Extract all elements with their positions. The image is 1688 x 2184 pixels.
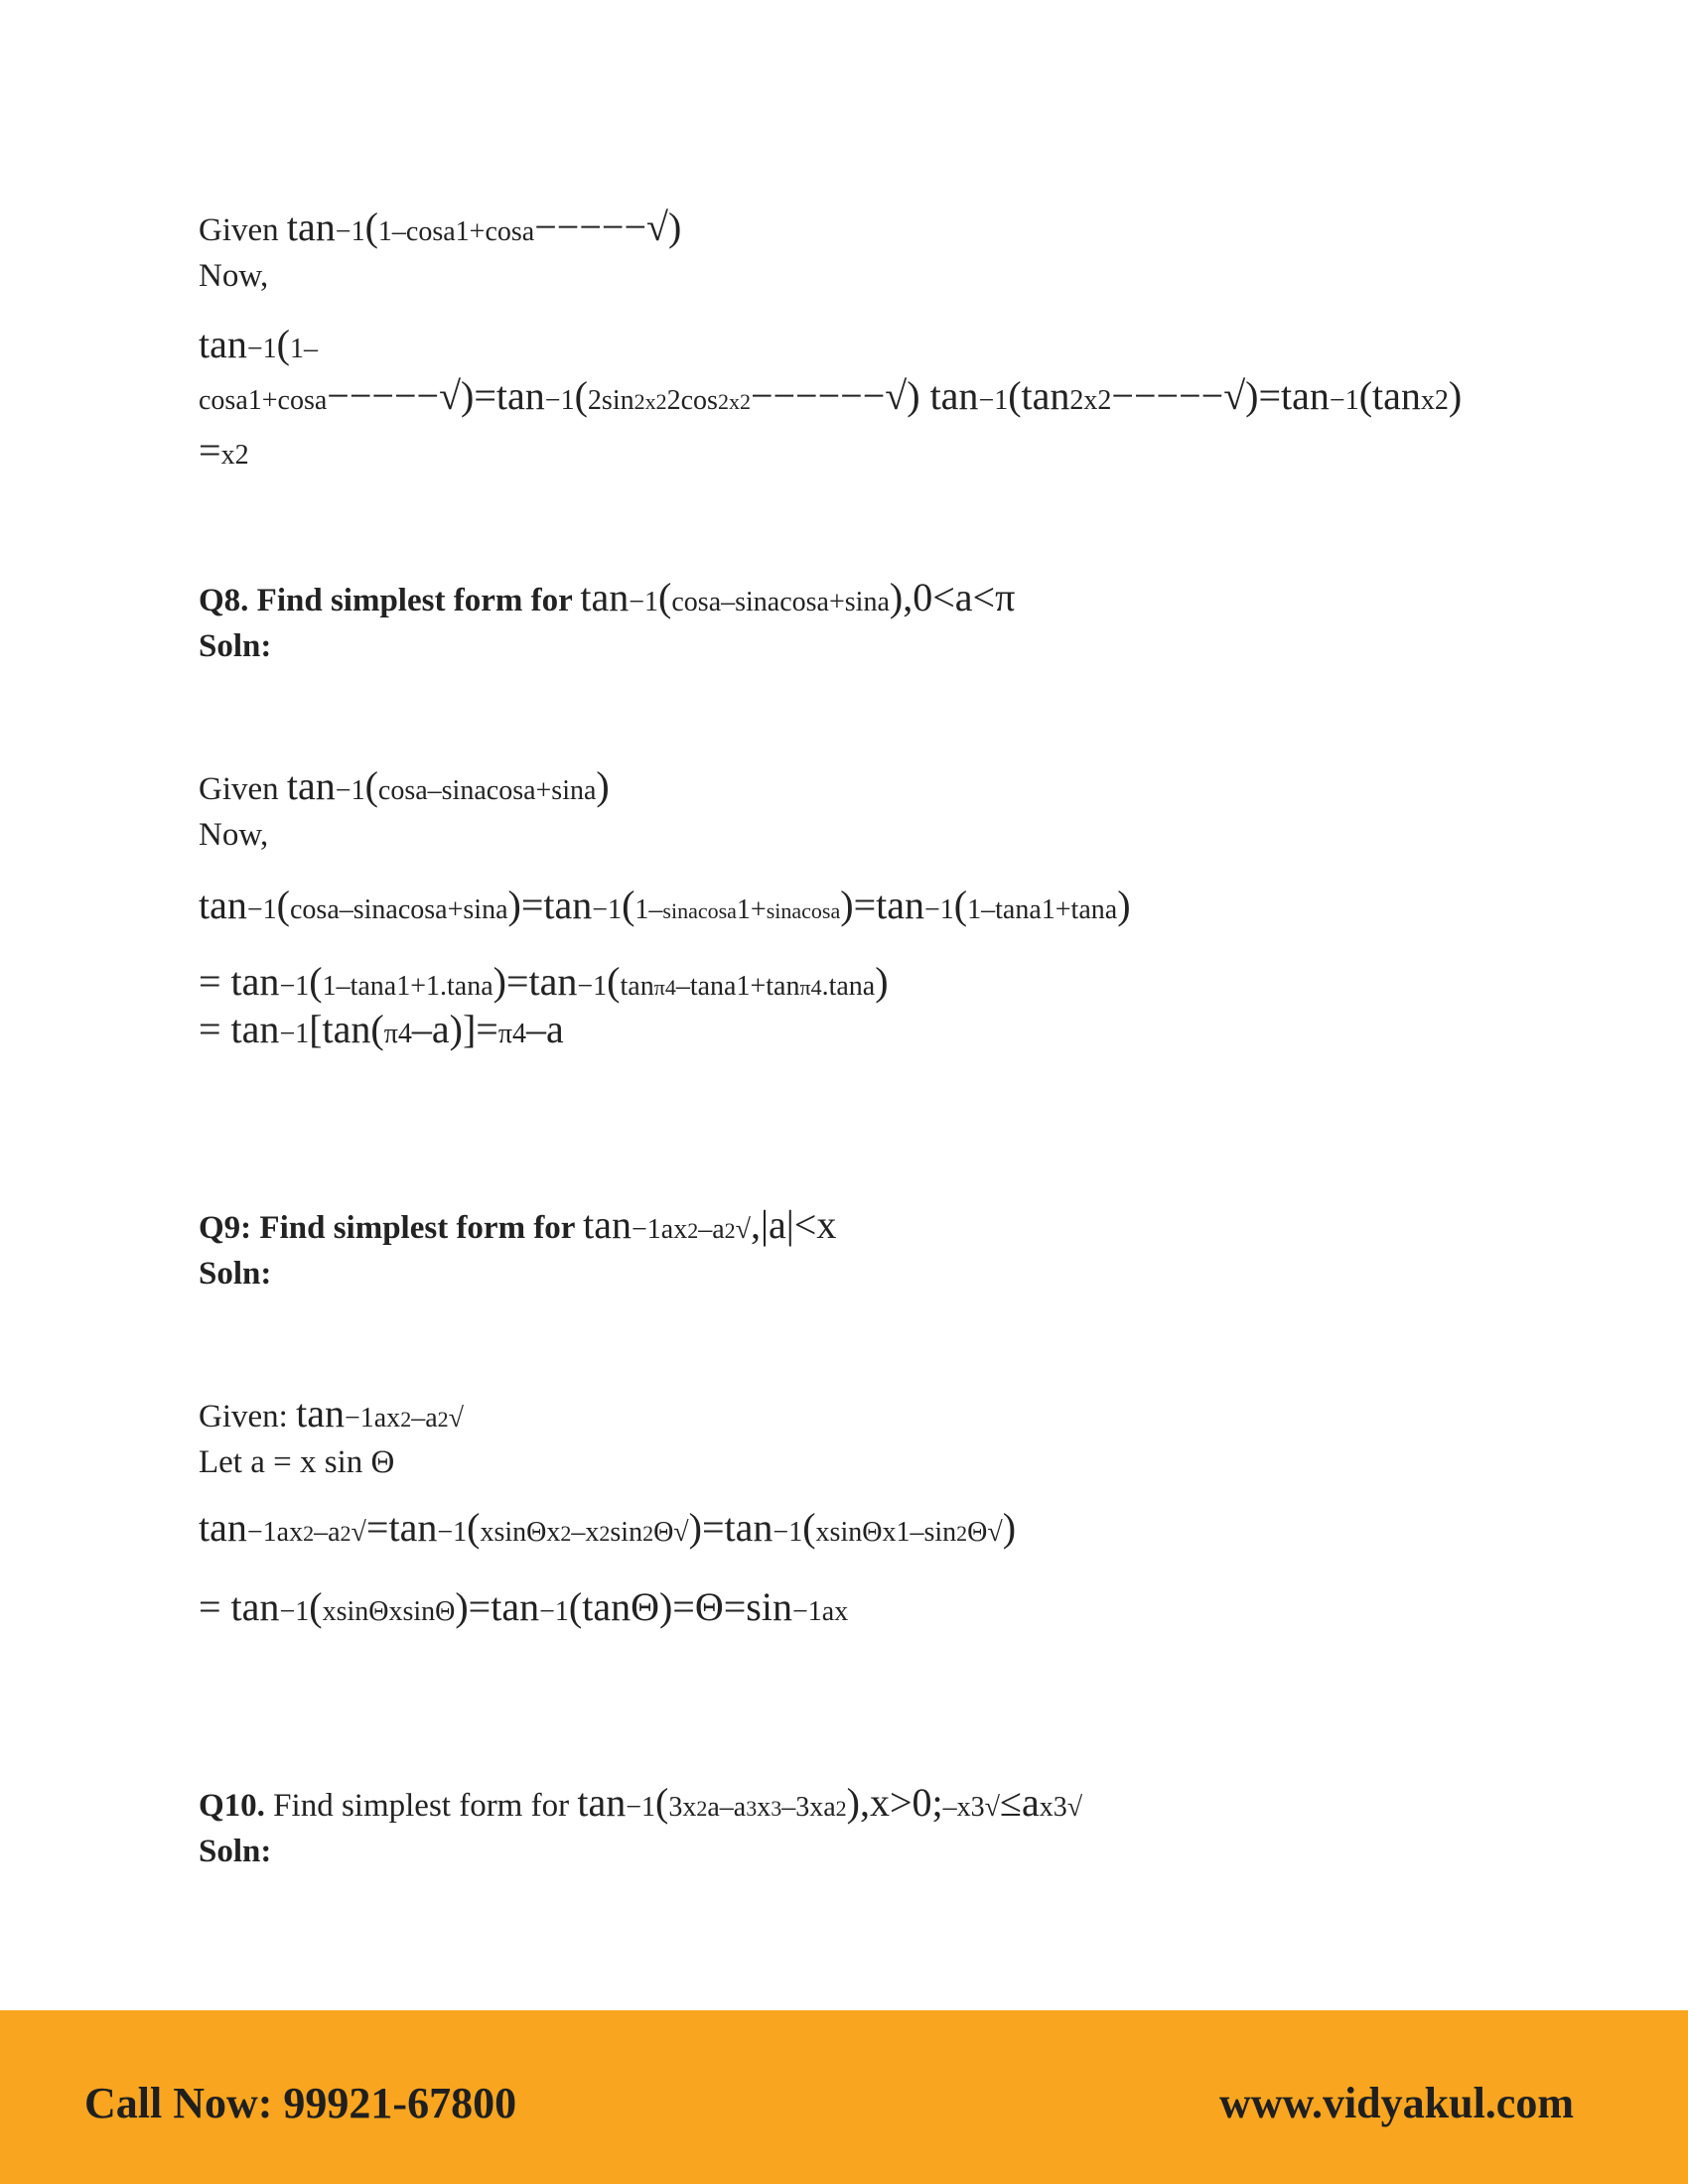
given-expression: [286, 205, 682, 249]
question-number: Q10.: [199, 1788, 265, 1824]
now-label-q8: Now,: [199, 817, 269, 853]
math-run: (: [622, 883, 635, 927]
math-run: −1: [335, 775, 365, 806]
math-run: tan: [199, 322, 247, 366]
math-run: 2: [956, 1521, 968, 1546]
math-run: =: [199, 428, 221, 473]
math-run: ): [1002, 1505, 1017, 1550]
math-run: (: [574, 373, 588, 418]
soln-label-q10: Soln:: [199, 1834, 272, 1869]
math-run: = tan: [199, 959, 280, 1004]
math-run: 1+: [736, 894, 767, 925]
math-run: −1: [924, 894, 954, 925]
derivation-line-1a: [199, 321, 318, 367]
given-expression: [296, 1391, 464, 1435]
math-run: 2: [599, 1521, 611, 1546]
math-run: x2: [1420, 385, 1449, 416]
math-run: )=tan: [492, 959, 578, 1004]
math-run: −1: [626, 1792, 655, 1823]
soln-label-q8: Soln:: [199, 628, 272, 664]
math-run: Θ√: [967, 1517, 1003, 1548]
math-run: = tan: [199, 1007, 280, 1051]
math-run: 1–tana1+1.tana: [322, 971, 493, 1002]
math-run: √: [735, 1214, 752, 1245]
math-run: (tan: [1008, 373, 1070, 418]
derivation-line-q9-2: [199, 1583, 848, 1630]
math-run: 1–: [290, 334, 318, 364]
math-run: −1: [577, 971, 608, 1002]
math-run: xsinΘx: [480, 1517, 561, 1548]
math-run: 2: [340, 1521, 352, 1546]
math-run: −1: [629, 587, 659, 617]
question-q9: [199, 1201, 836, 1248]
math-run: x3√: [1039, 1792, 1083, 1823]
math-run: tan: [577, 1780, 627, 1825]
math-run: 2: [303, 1521, 315, 1546]
math-run: −1: [978, 385, 1009, 416]
math-run: 1–: [634, 894, 663, 925]
math-run: x2: [220, 440, 249, 471]
math-run: –x: [571, 1517, 600, 1548]
math-run: x: [757, 1792, 772, 1823]
math-run: −1: [1329, 385, 1359, 416]
math-run: π4: [383, 1019, 412, 1049]
math-run: 2: [560, 1521, 572, 1546]
math-run: (: [467, 1505, 481, 1550]
footer-banner: [0, 2010, 1688, 2184]
derivation-line-q8-3: [199, 1006, 564, 1052]
math-run: 2x2: [1069, 385, 1112, 416]
math-run: xsinΘx1–sin: [815, 1517, 957, 1548]
math-run: )=tan: [507, 883, 593, 927]
math-run: tan: [620, 971, 654, 1002]
math-run: )=tan: [455, 1584, 540, 1629]
math-run: −1: [592, 894, 623, 925]
question-q8: [199, 574, 1015, 620]
derivation-line-q8-1: [199, 882, 1131, 928]
given-label: Given: [199, 212, 279, 248]
math-run: (tanΘ)=Θ=sin: [568, 1584, 792, 1629]
math-run: = tan: [199, 1584, 280, 1629]
math-run: ): [1448, 373, 1463, 418]
math-run: –a: [314, 1517, 341, 1548]
math-run: (: [276, 322, 290, 366]
math-run: ax: [373, 1403, 401, 1433]
math-run: –tana1+tan: [675, 971, 800, 1002]
math-run: sin: [610, 1517, 643, 1548]
math-run: ),x>0;: [846, 1780, 943, 1825]
math-run: 3: [746, 1796, 758, 1821]
math-run: ax: [660, 1214, 688, 1245]
question-label: Find simplest form for: [264, 1788, 570, 1824]
now-label-1: Now,: [199, 258, 269, 294]
math-run: .tana: [821, 971, 876, 1002]
math-run: xsinΘxsinΘ: [322, 1596, 456, 1627]
math-run: √: [351, 1517, 366, 1548]
math-run: 2: [835, 1796, 847, 1821]
math-run: )=tan: [840, 883, 924, 927]
math-run: (tan: [1358, 373, 1421, 418]
math-run: (: [658, 575, 672, 619]
derivation-line-q9-1: [199, 1504, 1016, 1551]
math-run: tan: [286, 763, 336, 808]
question-label: Q8. Find simplest form for: [199, 583, 573, 618]
math-run: ax: [276, 1517, 304, 1548]
math-run: =tan: [365, 1505, 438, 1550]
math-run: –a: [698, 1214, 725, 1245]
math-run: −1: [279, 1596, 310, 1627]
math-run: −1: [246, 894, 277, 925]
math-run: cosa–sinacosa+sina: [671, 587, 890, 617]
math-run: (: [364, 205, 378, 249]
math-run: ): [875, 959, 889, 1004]
math-run: (: [309, 959, 323, 1004]
given-expression: [286, 763, 610, 808]
math-run: −−−−−−√) tan: [750, 373, 979, 418]
math-run: tan: [296, 1391, 345, 1435]
question-expression: [583, 1202, 837, 1247]
math-run: ): [667, 205, 682, 249]
math-run: π4: [497, 1019, 526, 1049]
call-now-text: Call Now: 99921-67800: [84, 2079, 517, 2127]
math-run: –a)]=: [411, 1007, 498, 1051]
math-run: −1: [344, 1403, 374, 1433]
website-link[interactable]: www.vidyakul.com: [1219, 2079, 1574, 2127]
derivation-line-q8-2: [199, 958, 889, 1005]
math-run: −−−−−√)=tan: [1111, 373, 1330, 418]
given-label: Given:: [199, 1399, 288, 1434]
derivation-line-1b: [199, 372, 1462, 419]
let-line-q9: Let a = x sin Θ: [199, 1444, 395, 1480]
math-run: −1: [539, 1596, 569, 1627]
math-run: 2cos: [666, 385, 718, 416]
math-run: −−−−−√: [534, 205, 668, 249]
math-run: ,|a|<x: [751, 1202, 837, 1247]
math-run: 2x2: [717, 389, 751, 414]
math-run: 1–tana1+tana: [967, 894, 1118, 925]
math-run: –a: [525, 1007, 564, 1051]
math-run: (: [364, 763, 378, 808]
question-expression: [580, 575, 1016, 619]
math-run: cosa1+cosa: [199, 385, 328, 416]
math-run: 2: [724, 1218, 736, 1243]
math-run: 2: [642, 1521, 654, 1546]
math-run: 2: [696, 1796, 708, 1821]
math-run: −1: [279, 1019, 310, 1049]
math-run: tan: [580, 575, 630, 619]
math-run: −−−−−√)=tan: [327, 373, 545, 418]
math-run: −1: [437, 1517, 468, 1548]
math-run: )=tan: [688, 1505, 774, 1550]
math-run: cosa–sinacosa+sina: [290, 894, 508, 925]
math-run: −1: [246, 1517, 277, 1548]
math-run: 2: [437, 1407, 449, 1432]
given-line-q8: [199, 762, 610, 809]
math-run: 3: [771, 1796, 782, 1821]
math-run: tan: [199, 883, 247, 927]
math-run: π4: [653, 975, 676, 1000]
given-line-1: [199, 204, 681, 250]
math-run: sinacosa: [662, 898, 737, 923]
question-q10: [199, 1779, 1082, 1826]
math-run: ): [1117, 883, 1131, 927]
math-run: π4: [799, 975, 822, 1000]
math-run: 3x: [668, 1792, 697, 1823]
math-run: [tan(: [309, 1007, 384, 1051]
math-run: ): [596, 763, 610, 808]
math-run: tan: [286, 205, 336, 249]
math-run: ),0<a<π: [889, 575, 1016, 619]
math-run: 1–cosa1+cosa: [377, 216, 535, 247]
math-run: 2: [400, 1407, 412, 1432]
math-run: √: [448, 1403, 464, 1433]
math-run: −1: [279, 971, 310, 1002]
math-run: −1: [246, 334, 277, 364]
math-run: (: [953, 883, 968, 927]
math-run: Θ√: [653, 1517, 689, 1548]
math-run: tan: [583, 1202, 632, 1247]
math-run: (: [802, 1505, 816, 1550]
question-expression: [577, 1780, 1083, 1825]
math-run: tan: [199, 1505, 247, 1550]
math-run: 2: [687, 1218, 699, 1243]
math-run: (: [309, 1584, 323, 1629]
math-run: (: [655, 1780, 669, 1825]
math-run: −1: [335, 216, 365, 247]
math-run: cosa–sinacosa+sina: [377, 775, 597, 806]
soln-label-q9: Soln:: [199, 1256, 272, 1292]
math-run: ax: [821, 1596, 849, 1627]
math-run: 2x2: [633, 389, 667, 414]
given-line-q9: [199, 1390, 464, 1436]
math-run: (: [607, 959, 621, 1004]
math-run: −1: [544, 385, 575, 416]
math-run: a–a: [707, 1792, 747, 1823]
math-run: −1: [773, 1517, 803, 1548]
given-label: Given: [199, 771, 279, 807]
question-label: Q9: Find simplest form for: [199, 1210, 575, 1246]
derivation-line-1c: [199, 427, 249, 474]
math-run: sinacosa: [766, 898, 841, 923]
math-run: –a: [411, 1403, 438, 1433]
math-run: ≤a: [1000, 1780, 1040, 1825]
math-run: −1: [791, 1596, 822, 1627]
math-run: −1: [631, 1214, 661, 1245]
math-run: 2sin: [587, 385, 634, 416]
math-run: –3xa: [781, 1792, 836, 1823]
math-run: (: [276, 883, 290, 927]
math-run: –x3√: [942, 1792, 1000, 1823]
